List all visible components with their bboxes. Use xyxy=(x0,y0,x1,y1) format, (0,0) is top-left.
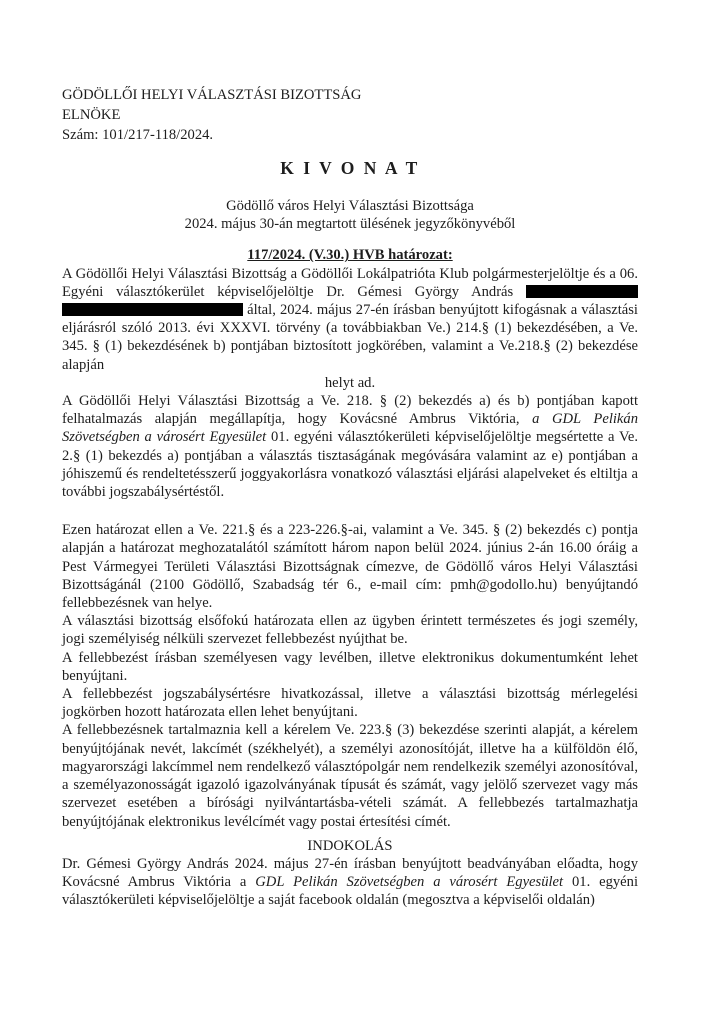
operative-paragraph-2 xyxy=(62,392,638,501)
operative-paragraph-2-part-2: 01. egyéni választókerületi képviselőjelöltje megsértette a Ve. 2.§ (1) bekezdés a) pontjában a választás tisztaságának megóvására valamint az e) pontjában a jóhiszemű és rendeltetésszerű joggyakorlásra vonatkozó választási eljárási alapelveket és eltiltja a további jogszabálysértéstől. xyxy=(62,429,638,501)
operative-paragraph-1-text-before: A Gödöllői Helyi Választási Bizottság a Gödöllői Lokálpatrióta Klub polgármesterjelöltje és a 06. Egyéni választókerület képviselőjelöltje Dr. Gémesi György András xyxy=(62,265,638,300)
reasoning-heading: INDOKOLÁS xyxy=(307,837,393,854)
case-number: Szám: 101/217-118/2024. xyxy=(62,127,214,143)
subtitle-line-1: Gödöllő város Helyi Választási Bizottsága xyxy=(226,198,474,214)
issuer-role: ELNÖKE xyxy=(62,107,121,123)
ruling-line: helyt ad. xyxy=(324,374,376,391)
appeal-paragraph-4: A fellebbezést jogszabálysértésre hivatkozással, illetve a választási bizottság mérlegelési jogkörben hozott határozata ellen lehet benyújtani. xyxy=(62,686,638,721)
issuer-block xyxy=(62,85,638,145)
reasoning-paragraph-1-part-2: 01. egyéni választókerületi képviselőjelöltje a saját facebook oldalán (megosztva a képviselői oldalán) xyxy=(62,874,639,909)
decision-heading: 117/2024. (V.30.) HVB határozat: xyxy=(247,247,453,264)
redaction-bar-1 xyxy=(526,285,638,298)
organization-name-italic: a GDL Pelikán Szövetségben a városért Egyesület xyxy=(62,411,638,446)
appeal-paragraph-2: A választási bizottság elsőfokú határozata ellen az ügyben érintett természetes és jogi személy, jogi személyiség nélküli szervezet fellebbezést nyújthat be. xyxy=(62,613,638,648)
operative-paragraph-1 xyxy=(62,265,638,374)
appeal-paragraph-1: Ezen határozat ellen a Ve. 221.§ és a 223-226.§-ai, valamint a Ve. 345. § (2) bekezdés c) pontja alapján a határozat meghozatalától számított három napon belül 2024. június 2-án 16.00 óráig a Pest Vármegyei Területi Választási Bizottságnak címezve, de Gödöllő város Helyi Választási Bizottságánál (2100 Gödöllő, Szabadság tér 6., e-mail cím: pmh@godollo.hu) benyújtandó fellebbezésnek van helye. xyxy=(62,522,638,612)
document-title: K I V O N A T xyxy=(280,158,420,178)
subtitle-block xyxy=(62,197,638,233)
subtitle-line-2: 2024. május 30-án megtartott ülésének jegyzőkönyvéből xyxy=(184,216,516,233)
appeal-paragraph-5: A fellebbezésnek tartalmaznia kell a kérelem Ve. 223.§ (3) bekezdése szerinti alapját, a kérelem benyújtójának nevét, lakcímét (székhelyét), a személyi azonosítóját, illetve ha a külföldön élő, magyarországi lakcímmel nem rendelkező választópolgár nem rendelkezik személyi azonosítóval, a személyazonosságát igazoló igazolványának típusát és számát, vagy jelölő szervezet vagy más szervezet esetében a bírósági nyilvántartásba-vételi számát. A fellebbezés tartalmazhatja benyújtójának elektronikus levélcímét vagy postai értesítési címét. xyxy=(62,722,638,830)
appeal-information-block xyxy=(62,521,638,830)
organization-name-italic-2: GDL Pelikán Szövetségben a városért Egyesület xyxy=(255,874,564,891)
appeal-paragraph-3: A fellebbezést írásban személyesen vagy levélben, illetve elektronikus dokumentumként lehet benyújtani. xyxy=(62,649,638,684)
operative-paragraph-1-text-after: által, 2024. május 27-én írásban benyújtott kifogásnak a választási eljárásról szóló 2013. évi XXXVI. törvény (a továbbiakban Ve.) 214.§ (1) bekezdésében, a Ve. 345. § (1) bekezdésének b) pontjában biztosított jogkörében, valamint a Ve.218.§ (2) bekezdése alapján xyxy=(62,302,638,373)
issuer-name: GÖDÖLLŐI HELYI VÁLASZTÁSI BIZOTTSÁG xyxy=(62,87,362,103)
reasoning-paragraph-1 xyxy=(62,855,638,910)
operative-paragraph-2-part-1: A Gödöllői Helyi Választási Bizottság a Ve. 218. § (2) bekezdés a) és b) pontjában kapott felhatalmazás alapján megállapítja, hogy Kovácsné Ambrus Viktória, xyxy=(62,393,638,428)
reasoning-paragraph-1-part-1: Dr. Gémesi György András 2024. május 27-én írásban benyújtott beadványában előadta, hogy Kovácsné Ambrus Viktória a xyxy=(62,855,638,891)
redaction-bar-2 xyxy=(62,303,243,316)
